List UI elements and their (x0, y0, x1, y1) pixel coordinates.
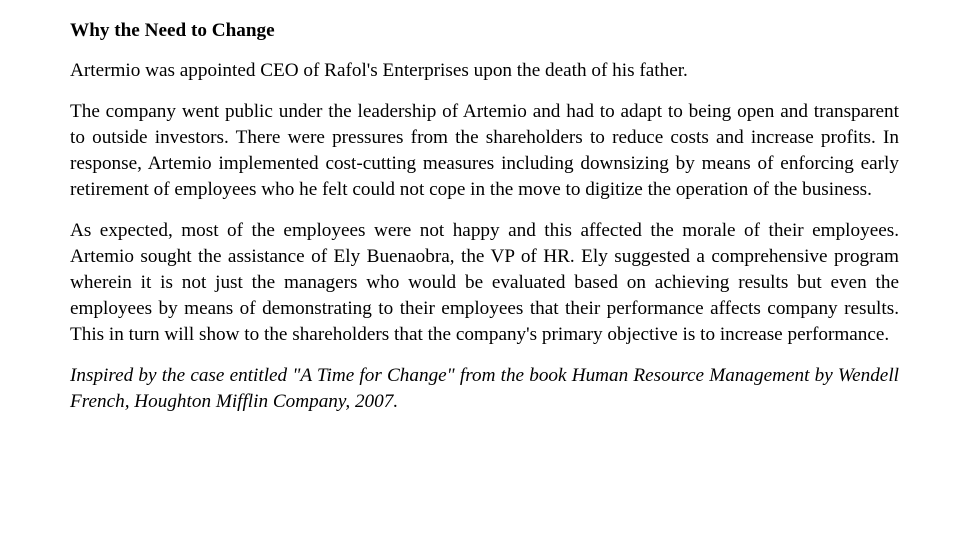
section-heading: Why the Need to Change (70, 20, 275, 41)
paragraph-intro: Artermio was appointed CEO of Rafol's Enterprises upon the death of his father. (70, 60, 688, 81)
document-body (70, 18, 899, 430)
paragraph-employee-morale: As expected, most of the employees were not happy and this affected the morale of their employees. Artemio sought the assistance of Ely Buenaobra, the VP of HR. Ely suggested a comprehensive program wherein it is not just the managers who would be evaluated based on achieving results but even the employees by means of demonstrating to their employees that their performance affects company results. This in turn will show to the shareholders that the company's primary objective is to increase performance. (70, 220, 899, 345)
citation-note: Inspired by the case entitled "A Time for Change" from the book Human Resource Management by Wendell French, Houghton Mifflin Company, 2007. (70, 365, 899, 412)
paragraph-company-public: The company went public under the leadership of Artemio and had to adapt to being open and transparent to outside investors. There were pressures from the shareholders to reduce costs and increase profits. In response, Artemio implemented cost-cutting measures including downsizing by means of enforcing early retirement of employees who he felt could not cope in the move to digitize the operation of the business. (70, 101, 899, 200)
